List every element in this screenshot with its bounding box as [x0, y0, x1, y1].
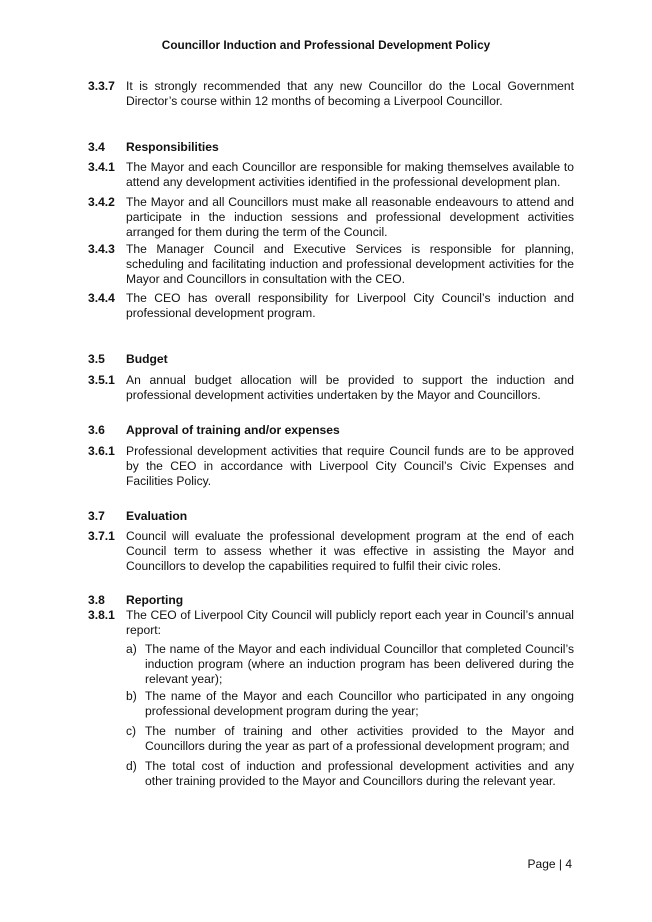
clause-3-4-3	[88, 242, 574, 287]
report-item-b	[126, 689, 574, 719]
report-item-d	[126, 759, 574, 789]
section-title: Evaluation	[126, 509, 188, 523]
clause-text: Professional development activities that require Council funds are to be approved by the CEO in accordance with Liverpool City Council’s Civic Expenses and Facilities Policy.	[126, 444, 574, 488]
clause-3-7-1	[88, 529, 574, 574]
clause-number: 3.8.1	[88, 608, 115, 622]
clause-number: 3.7.1	[88, 529, 115, 543]
section-title: Approval of training and/or expenses	[126, 423, 340, 437]
clause-number: 3.6.1	[88, 444, 115, 458]
clause-3-3-7	[88, 79, 574, 109]
page-header-title: Councillor Induction and Professional Development Policy	[161, 38, 491, 52]
clause-number: 3.5.1	[88, 373, 115, 387]
list-item-letter: a)	[126, 642, 137, 656]
section-title: Reporting	[126, 593, 184, 607]
list-item-letter: c)	[126, 724, 137, 738]
report-item-a	[126, 642, 574, 687]
clause-number: 3.4.4	[88, 291, 115, 305]
clause-text: The Manager Council and Executive Services is responsible for planning, scheduling and facilitating induction and professional development activities for the Mayor and Councillors in consultation with the CEO.	[126, 242, 574, 286]
list-item-text: The name of the Mayor and each Councillor who participated in any ongoing professional development program during the year;	[145, 689, 574, 718]
clause-3-4-4	[88, 291, 574, 321]
clause-text: The Mayor and all Councillors must make all reasonable endeavours to attend and participate in the induction sessions and professional development activities arranged for them during the term of the Council.	[126, 195, 574, 239]
clause-3-4-1	[88, 160, 574, 190]
section-heading-3-5	[88, 352, 574, 367]
section-number: 3.5	[88, 352, 105, 366]
clause-text: The Mayor and each Councillor are responsible for making themselves available to attend any development activities identified in the professional development plan.	[126, 160, 574, 189]
clause-text: It is strongly recommended that any new Councillor do the Local Government Director’s course within 12 months of becoming a Liverpool Councillor.	[126, 79, 574, 108]
section-title: Responsibilities	[126, 140, 219, 154]
list-item-text: The total cost of induction and professional development activities and any other training provided to the Mayor and Councillors during the relevant year.	[145, 759, 574, 788]
section-title: Budget	[126, 352, 168, 366]
section-heading-3-7	[88, 509, 574, 524]
section-heading-3-4	[88, 140, 574, 155]
section-number: 3.7	[88, 509, 105, 523]
list-item-text: The number of training and other activities provided to the Mayor and Councillors during the year as part of a professional development program; and	[145, 724, 574, 753]
clause-text: The CEO of Liverpool City Council will publicly report each year in Council’s annual report:	[126, 608, 574, 637]
clause-3-4-2	[88, 195, 574, 240]
section-number: 3.6	[88, 423, 105, 437]
clause-number: 3.3.7	[88, 79, 115, 93]
clause-text: An annual budget allocation will be provided to support the induction and professional development activities undertaken by the Mayor and Councillors.	[126, 373, 574, 402]
clause-number: 3.4.1	[88, 160, 115, 174]
list-item-text: The name of the Mayor and each individual Councillor that completed Council’s induction program (where an induction program has been delivered during the relevant year);	[145, 642, 574, 686]
clause-number: 3.4.3	[88, 242, 115, 256]
list-item-letter: b)	[126, 689, 137, 703]
clause-3-8-1	[88, 608, 574, 638]
section-heading-3-6	[88, 423, 574, 438]
clause-number: 3.4.2	[88, 195, 115, 209]
list-item-letter: d)	[126, 759, 137, 773]
section-number: 3.8	[88, 593, 105, 607]
section-heading-3-8	[88, 593, 574, 608]
clause-text: The CEO has overall responsibility for Liverpool City Council’s induction and professional development program.	[126, 291, 574, 320]
clause-3-6-1	[88, 444, 574, 489]
clause-3-5-1	[88, 373, 574, 403]
page-number: Page | 4	[527, 857, 572, 871]
report-item-c	[126, 724, 574, 754]
clause-text: Council will evaluate the professional development program at the end of each Council term to assess whether it was effective in assisting the Mayor and Councillors to develop the capabilities required to fulfil their civic roles.	[126, 529, 574, 573]
section-number: 3.4	[88, 140, 105, 154]
